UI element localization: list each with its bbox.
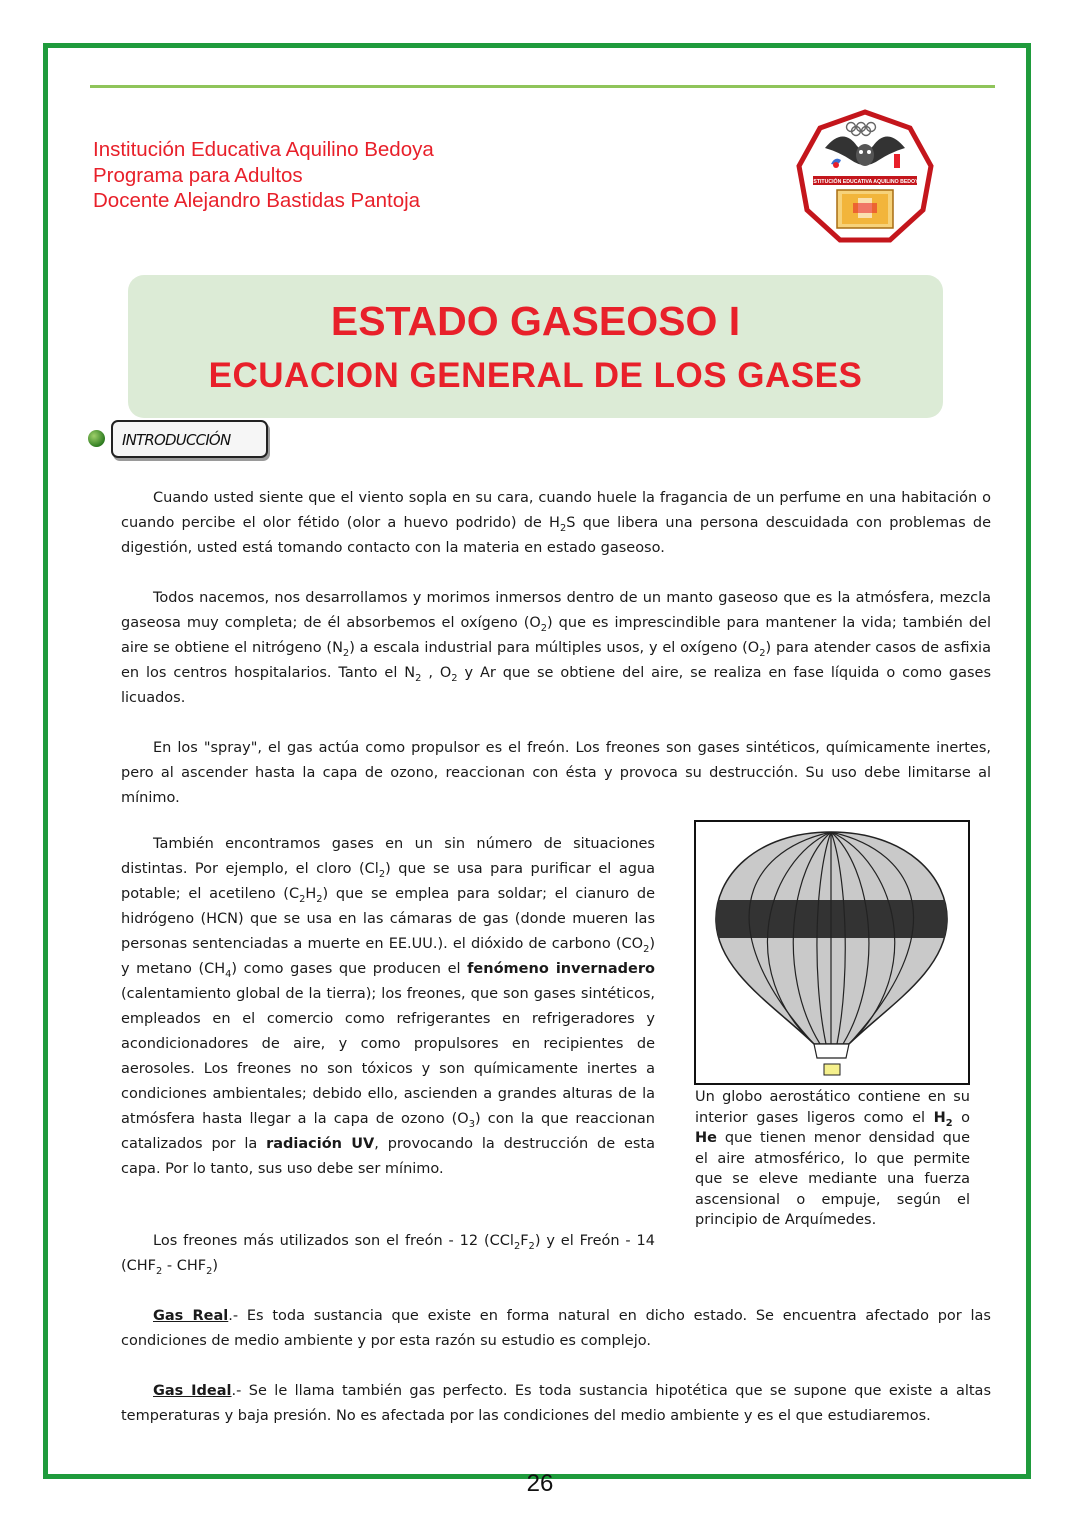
text-run: ) a escala industrial para múltiples usos, y el oxígeno (O: [349, 640, 760, 656]
text-run: Un globo aerostático contiene en su interior gases ligeros como el: [695, 1089, 970, 1126]
school-logo: [795, 108, 935, 246]
text-run: ) y el Freón - 14 (CHF: [121, 1233, 655, 1274]
subscript: 2: [299, 893, 306, 905]
hot-air-balloon-icon: [696, 822, 967, 1082]
subscript: 2: [316, 893, 323, 905]
teacher-name: Docente Alejandro Bastidas Pantoja: [93, 189, 421, 212]
text-run: que tienen menor densidad que el aire atmosférico, lo que permite que se eleve mediante una fuerza ascensional o empuje, según el principio de Arquímedes.: [695, 1130, 970, 1228]
definition-term: Gas Real: [153, 1308, 229, 1324]
green-bullet-icon: [88, 430, 105, 447]
text-run: .- Se le llama también gas perfecto. Es toda sustancia hipotética que se supone que existe a altas temperaturas y baja presión. No es afectada por las condiciones del medio ambiente y es el que estudiaremos.: [121, 1383, 991, 1424]
paragraph-1: [121, 486, 991, 561]
text-run: (calentamiento global de la tierra); los freones, que son gases sintéticos, empleados en el comercio como refrigerantes en refrigeradores y acondicionadores de aire, y como propulsores en recipientes de aerosoles. Los freones no son tóxicos y son químicamente inertes a condiciones ambientales; debido ello, ascienden a grandes alturas de la atmósfera hasta llegar a la capa de ozono (O: [121, 986, 655, 1127]
subscript: 2: [206, 1265, 213, 1277]
paragraph-gas-ideal: [121, 1379, 991, 1429]
section-heading: [111, 420, 268, 458]
subscript: 3: [468, 1118, 475, 1130]
text-run: .- Es toda sustancia que existe en forma natural en dicho estado. Se encuentra afectado por las condiciones de medio ambiente y por esta razón su estudio es complejo.: [121, 1308, 991, 1349]
paragraph-gas-real: [121, 1304, 991, 1354]
text-run: En los "spray", el gas actúa como propulsor es el freón. Los freones son gases sintéticos, químicamente inertes, pero al ascender hasta la capa de ozono, reaccionan con ésta y provoca su destrucción. Su uso debe limitarse al mínimo.: [121, 740, 991, 806]
bold-term: H: [933, 1109, 946, 1126]
text-run: Cuando usted siente que el viento sopla en su cara, cuando huele la fragancia de un perfume en una habitación o cuando percibe el olor fétido (olor a huevo podrido) de H: [121, 490, 991, 531]
subscript: 2: [759, 647, 766, 659]
text-run: ) con la que reaccionan catalizados por la: [121, 1111, 655, 1152]
text-run: ) para atender casos de asfixia en los centros hospitalarios. Tanto el N: [121, 640, 991, 681]
logo-text: INSTITUCIÓN EDUCATIVA AQUILINO BEDOYA: [808, 179, 922, 185]
text-run: ) y metano (CH: [121, 936, 655, 977]
hot-air-balloon-figure: [694, 820, 970, 1085]
text-run: Todos nacemos, nos desarrollamos y morimos inmersos dentro de un manto gaseoso que es la atmósfera, mezcla gaseosa muy completa; de él absorbemos el oxígeno (O: [121, 590, 991, 631]
section-label: INTRODUCCIÓN: [122, 431, 231, 449]
text-run: H: [305, 886, 317, 902]
subscript: 2: [559, 522, 567, 534]
text-run: o: [952, 1109, 971, 1126]
subscript: 2: [643, 943, 650, 955]
paragraph-2: [121, 586, 991, 711]
text-run: Los freones más utilizados son el freón - 12 (CCl: [153, 1233, 514, 1249]
subscript: 2: [513, 1240, 521, 1252]
bold-term: fenómeno invernadero: [467, 961, 655, 977]
subscript: 2: [540, 622, 548, 634]
text-run: , provocando la destrucción de esta capa. Por lo tanto, sus uso debe ser mínimo.: [121, 1136, 656, 1177]
paragraph-4: [121, 832, 655, 1182]
text-run: y Ar que se obtiene del aire, se realiza en fase líquida o como gases licuados.: [121, 665, 992, 706]
institution-name: Institución Educativa Aquilino Bedoya: [93, 138, 434, 161]
page-title: ESTADO GASEOSO I: [330, 298, 741, 344]
subscript: 2: [451, 672, 458, 684]
text-run: - CHF: [162, 1258, 207, 1274]
subscript: 2: [945, 1117, 953, 1129]
text-run: ) que se usa para purificar el agua potable; el acetileno (C: [121, 861, 655, 902]
bold-term: He: [695, 1130, 717, 1146]
text-run: S que libera una persona descuidada con problemas de digestión, usted está tomando contacto con la materia en estado gaseoso.: [121, 515, 992, 556]
text-run: ) como gases que producen el: [231, 961, 468, 977]
bold-term: radiación UV: [266, 1136, 375, 1152]
subscript: 2: [528, 1240, 535, 1252]
subscript: 2: [378, 868, 386, 880]
page-subtitle: ECUACION GENERAL DE LOS GASES: [208, 356, 863, 395]
subscript: 2: [415, 672, 422, 684]
text-run: ) que se emplea para soldar; el cianuro de hidrógeno (HCN) que se usa en las cámaras de gas (donde mueren las personas sentenciadas a muerte en EE.UU.). el dióxido de carbono (CO: [121, 886, 656, 952]
header-block: [93, 137, 693, 214]
text-run: , O: [421, 665, 452, 681]
subscript: 4: [225, 968, 232, 980]
text-run: ) que es imprescindible para mantener la vida; también del aire se obtiene el nitrógeno (N: [121, 615, 991, 656]
top-divider: [90, 85, 995, 88]
title-banner: [128, 275, 943, 418]
subscript: 2: [156, 1265, 163, 1277]
paragraph-5: [121, 1229, 655, 1279]
text-run: ): [212, 1258, 219, 1274]
program-name: Programa para Adultos: [93, 163, 303, 187]
text-run: F: [520, 1233, 529, 1249]
figure-caption: [695, 1087, 970, 1231]
page-number: 26: [526, 1470, 554, 1497]
subscript: 2: [342, 647, 350, 659]
paragraph-3: [121, 736, 991, 811]
definition-term: Gas Ideal: [153, 1383, 232, 1399]
text-run: También encontramos gases en un sin número de situaciones distintas. Por ejemplo, el cloro (Cl: [121, 836, 655, 877]
